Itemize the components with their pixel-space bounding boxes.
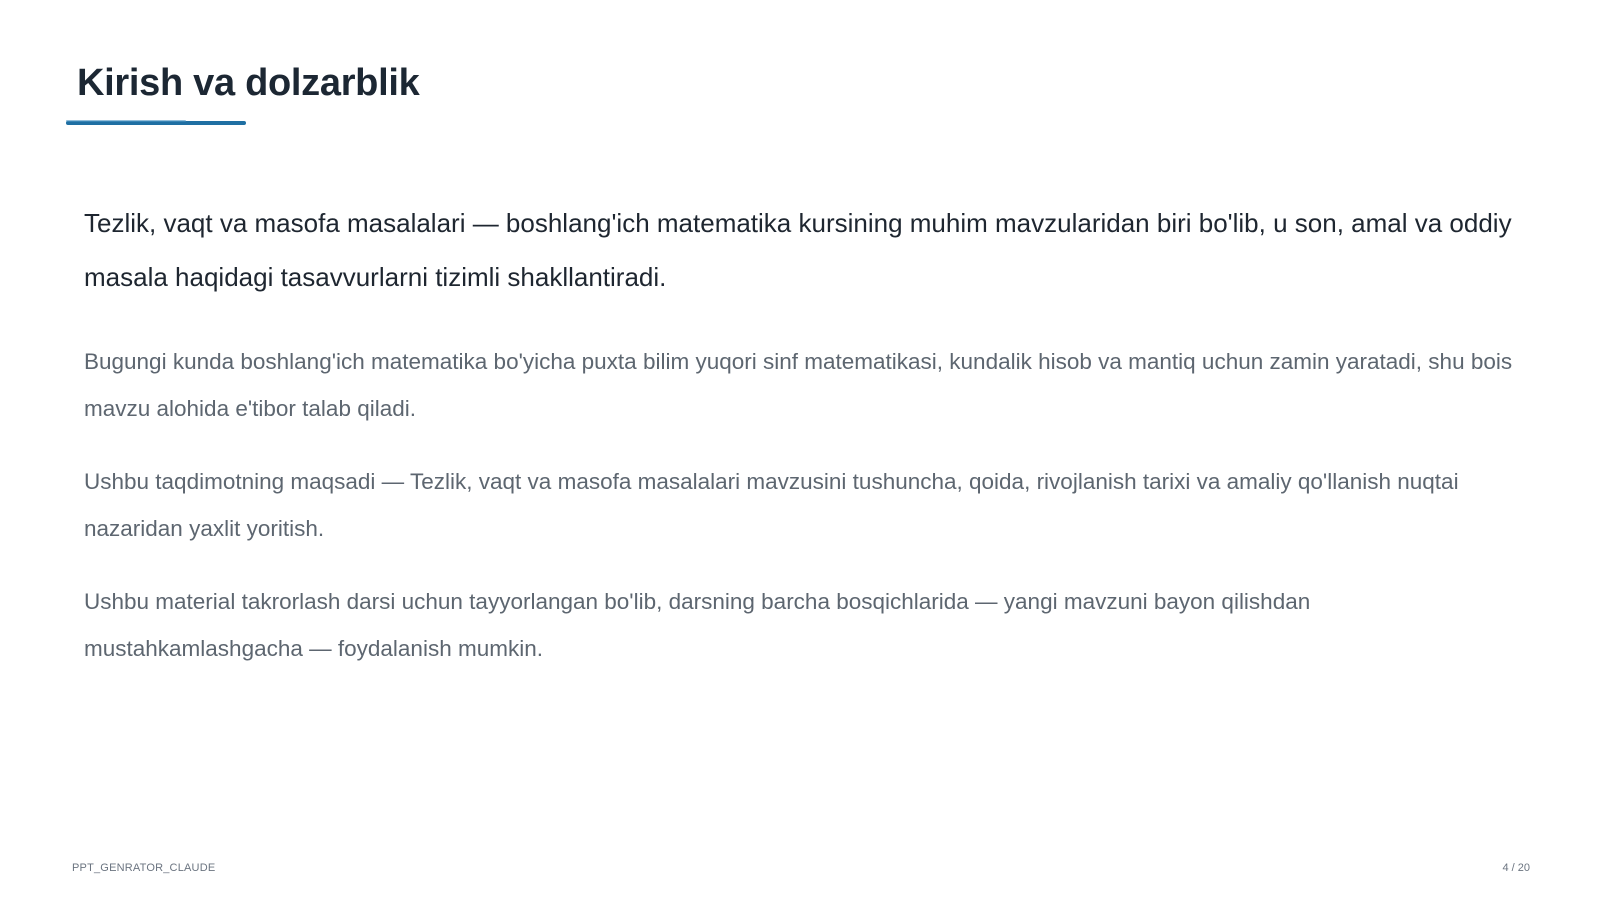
body-paragraph-3: Ushbu material takrorlash darsi uchun tayyorlangan bo'lib, darsning barcha bosqichlarida — yangi mavzuni bayon qilishdan mustahkamlashgacha — foydalanish mumkin.: [84, 589, 1311, 661]
page-indicator: 4 / 20: [1502, 862, 1530, 874]
slide-content: [84, 196, 1514, 698]
footer-label: PPT_GENRATOR_CLAUDE: [72, 862, 216, 874]
body-paragraph-1: Bugungi kunda boshlang'ich matematika bo'yicha puxta bilim yuqori sinf matematikasi, kundalik hisob va mantiq uchun zamin yaratadi, shu bois mavzu alohida e'tibor talab qiladi.: [84, 349, 1513, 421]
slide-title: Kirish va dolzarblik: [77, 62, 420, 104]
lead-paragraph: Tezlik, vaqt va masofa masalalari — boshlang'ich matematika kursining muhim mavzularidan biri bo'lib, u son, amal va oddiy masala haqidagi tasavvurlarni tizimli shakllantiradi.: [84, 208, 1512, 292]
body-paragraph-2: Ushbu taqdimotning maqsadi — Tezlik, vaqt va masofa masalalari mavzusini tushuncha, qoida, rivojlanish tarixi va amaliy qo'llanish nuqtai nazaridan yaxlit yoritish.: [84, 469, 1459, 541]
title-underline-highlight: [66, 120, 186, 122]
